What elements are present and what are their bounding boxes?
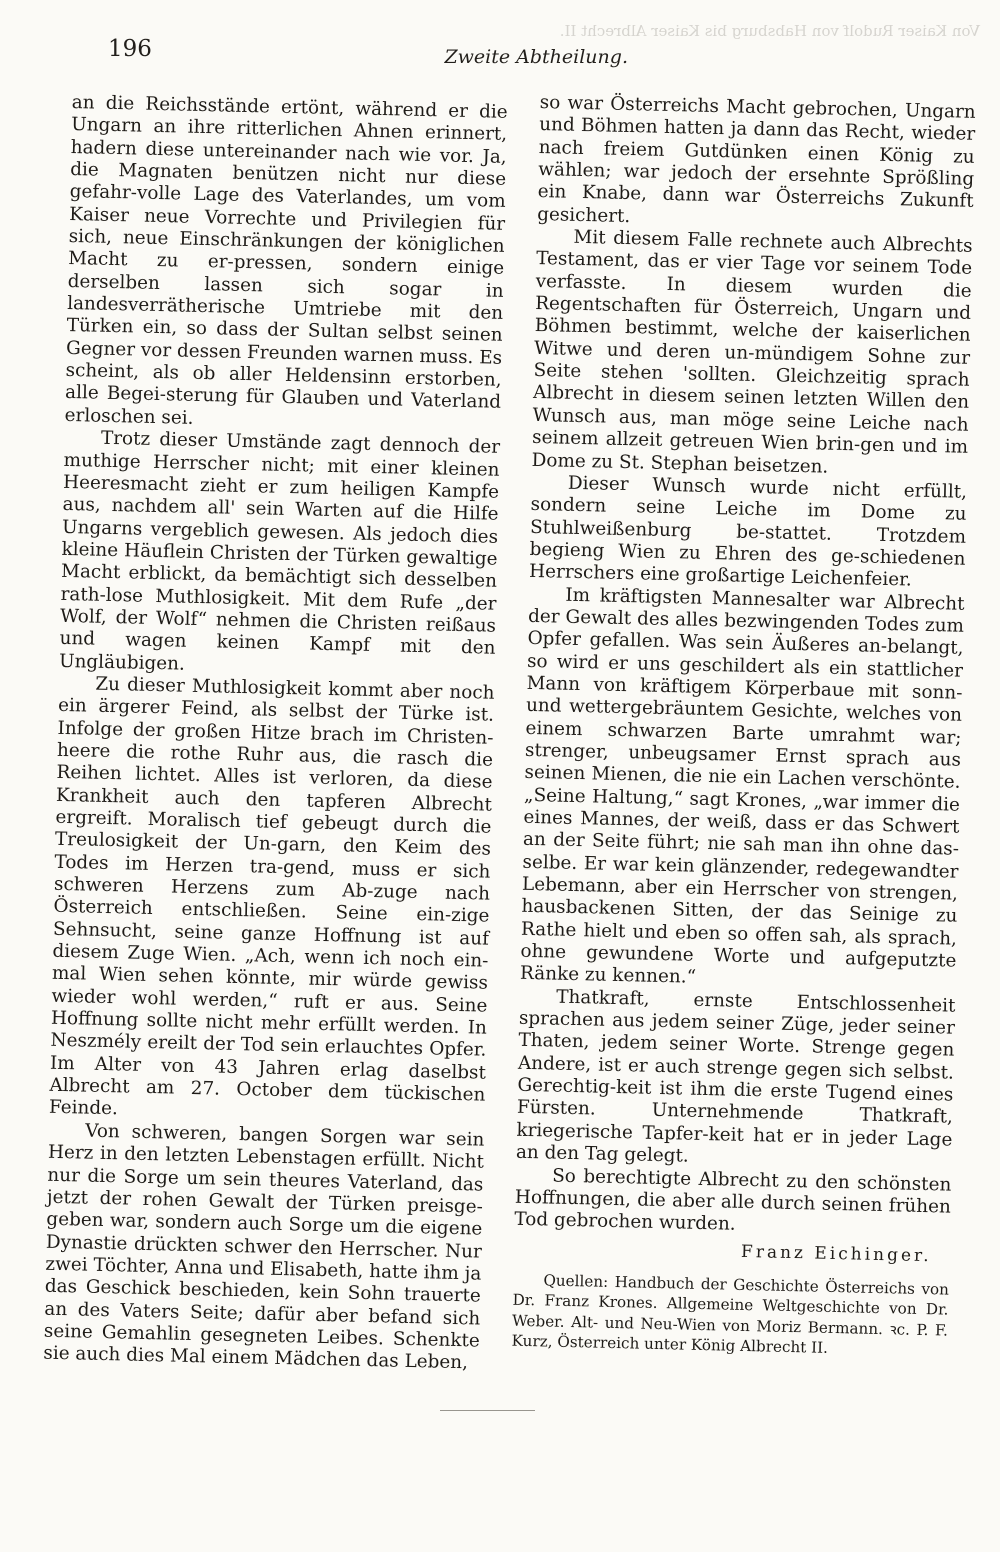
paragraph: so war Österreichs Macht gebrochen, Ungarn und Böhmen hatten ja dann das Recht, wieder nach freiem Gutdünken einen König zu wählen; war jedoch der ersehnte Sprößling ein Knabe, dann war Österreichs Zukunft gesichert.: [536, 92, 976, 227]
page-number: 196: [108, 36, 152, 62]
left-column: [43, 92, 508, 1375]
paragraph: Dieser Wunsch wurde nicht erfüllt, sondern seine Leiche im Dome zu Stuhlweißenburg be-stattet. Trotzdem begieng Wien zu Ehren des ge-schiedenen Herrschers eine großartige Leichenfeier.: [528, 472, 968, 591]
paragraph: So berechtigte Albrecht zu den schönsten Hoffnungen, die aber alle durch seinen frühen Tod gebrochen wurden.: [514, 1165, 952, 1235]
paragraph: an die Reichsstände ertönt, während er die Ungarn an ihre ritterlichen Ahnen erinnert, hadern diese untereinander nach wie vor. Ja, die Magnaten benützen nicht nur diese gefahr-volle Lage des Vaterlandes, um vom Kaiser neue Vorrechte und Privilegien für sich, neue Einschränkungen der königlichen Macht zu er-pressen, sondern einige derselben lassen sich sogar in landesverrätherische Umtriebe mit den Türken ein, so dass der Sultan selbst seinen Gegner vor dessen Freunden warnen muss. Es scheint, als ob aller Heldensinn erstorben, alle Begei-sterung für Glauben und Vaterland erloschen sei.: [64, 92, 508, 429]
paragraph: Mit diesem Falle rechnete auch Albrechts Testament, das er vier Tage vor seinem Tode verfasste. In diesem wurden die Regentschaften für Österreich, Ungarn und Böhmen bestimmt, welche der kaiserlichen Witwe und deren un-mündigem Sohne zur Seite stehen 'sollten. Gleichzeitig sprach Albrecht in diesem seinen letzten Willen den Wunsch aus, man möge seine Leiche nach seinem allzeit getreuen Wien brin-gen und im Dome zu St. Stephan beisetzen.: [531, 226, 973, 478]
author-signature: Franz Eichinger.: [740, 1241, 932, 1266]
paragraph: Zu dieser Muthlosigkeit kommt aber noch ein ärgerer Feind, als selbst der Türke ist. Infolge der großen Hitze brach im Christen-heere die rothe Ruhr aus, die rasch die Reihen lichtet. Alles ist verloren, da diese Krankheit auch den tapferen Albrecht ergreift. Moralisch tief gebeugt durch die Treulosigkeit der Un-garn, den Keim des Todes im Herzen tra-gend, muss er sich schweren Herzens zum Ab-zuge nach Österreich entschließen. Seine ein-zige Sehnsucht, seine ganze Hoffnung ist auf diesem Zuge Wien. „Ach, wenn ich noch ein-mal Wien sehen könnte, mir würde gewiss wieder wohl werden,“ ruft er aus. Seine Hoffnung sollte nicht mehr erfüllt werden. In Neszmély ereilt der Tod sein erlauchtes Opfer. Im Alter von 43 Jahren erlag daselbst Albrecht am 27. October dem tückischen Feinde.: [48, 673, 495, 1120]
right-column: [511, 92, 975, 1361]
paragraph: Trotz dieser Umstände zagt dennoch der muthige Herrscher nicht; mit einer kleinen Heeresmacht zieht er zum heiligen Kampfe aus, nachdem all' sein Warten auf die Hilfe Ungarns vergeblich gewesen. Als jedoch dies kleine Häuflein Christen der Türken gewaltige Macht erblickt, da bemächtigt sich desselben rath-lose Muthlosigkeit. Mit dem Rufe „der Wolf, der Wolf“ nehmen die Christen reißaus und wagen keinen Kampf mit den Ungläubigen.: [58, 427, 501, 675]
page-header: [108, 36, 628, 70]
sources-note: Quellen: Handbuch der Geschichte Österreichs von Dr. Franz Krones. Allgemeine Weltgeschichte von Dr. Weber. Alt- und Neu-Wien von Moriz Bermann. ꝛc. P. F. Kurz, Österreich unter König Albrecht II.: [511, 1271, 950, 1358]
paragraph: Thatkraft, ernste Entschlossenheit sprachen aus jedem seiner Züge, jeder seiner Thaten, jedem seiner Worte. Strenge gegen Andere, ist er auch strenge gegen sich selbst. Gerechtig-keit ist ihm die erste Tugend eines Fürsten. Unternehmende Thatkraft, kriegerische Tapfer-keit hat er in jeder Lage an den Tag gelegt.: [515, 986, 956, 1167]
footer-rule: [440, 1410, 535, 1411]
paragraph: Im kräftigsten Mannesalter war Albrecht der Gewalt des alles bezwingenden Todes zum Opfer gefallen. Was sein Äußeres an-belangt, so wird er uns geschildert als ein stattlicher Mann von kräftigem Körperbaue mit sonn- und wettergebräuntem Gesichte, welches von einem schwarzen Barte umrahmt war; strenger, unbeugsamer Ernst sprach aus seinen Mienen, die nie ein Lachen verschönte. „Seine Haltung,“ sagt Krones, „war immer die eines Mannes, der weiß, dass er das Schwert an der Seite führt; nie sah man ihn ohne das-selbe. Er war kein glänzender, redegewandter Lebemann, aber ein Herrscher von strengen, hausbackenen Sitten, der das Seinige zu Rathe hielt und eben so offen sah, als sprach, ohne gewundene Worte und aufgeputzte Ränke zu kennen.“: [519, 584, 965, 989]
running-head: Zweite Abtheilung.: [444, 46, 628, 68]
paragraph: Von schweren, bangen Sorgen war sein Herz in den letzten Lebenstagen erfüllt. Nicht nur die Sorge um sein theures Vaterland, das jetzt der rohen Gewalt der Türken preisge-geben war, sondern auch Sorge um die eigene Dynastie drückten schwer den Herrscher. Nur zwei Töchter, Anna und Elisabeth, hatte ihm ja das Geschick beschieden, kein Sohn trauerte an des Vaters Seite; dafür aber befand sich seine Gemahlin gesegneten Leibes. Schenkte sie auch dies Mal einem Mädchen das Leben,: [43, 1120, 485, 1374]
bleed-through-text: Von Kaiser Rudolf von Habsburg bis Kaiser Albrecht II.: [559, 22, 980, 40]
